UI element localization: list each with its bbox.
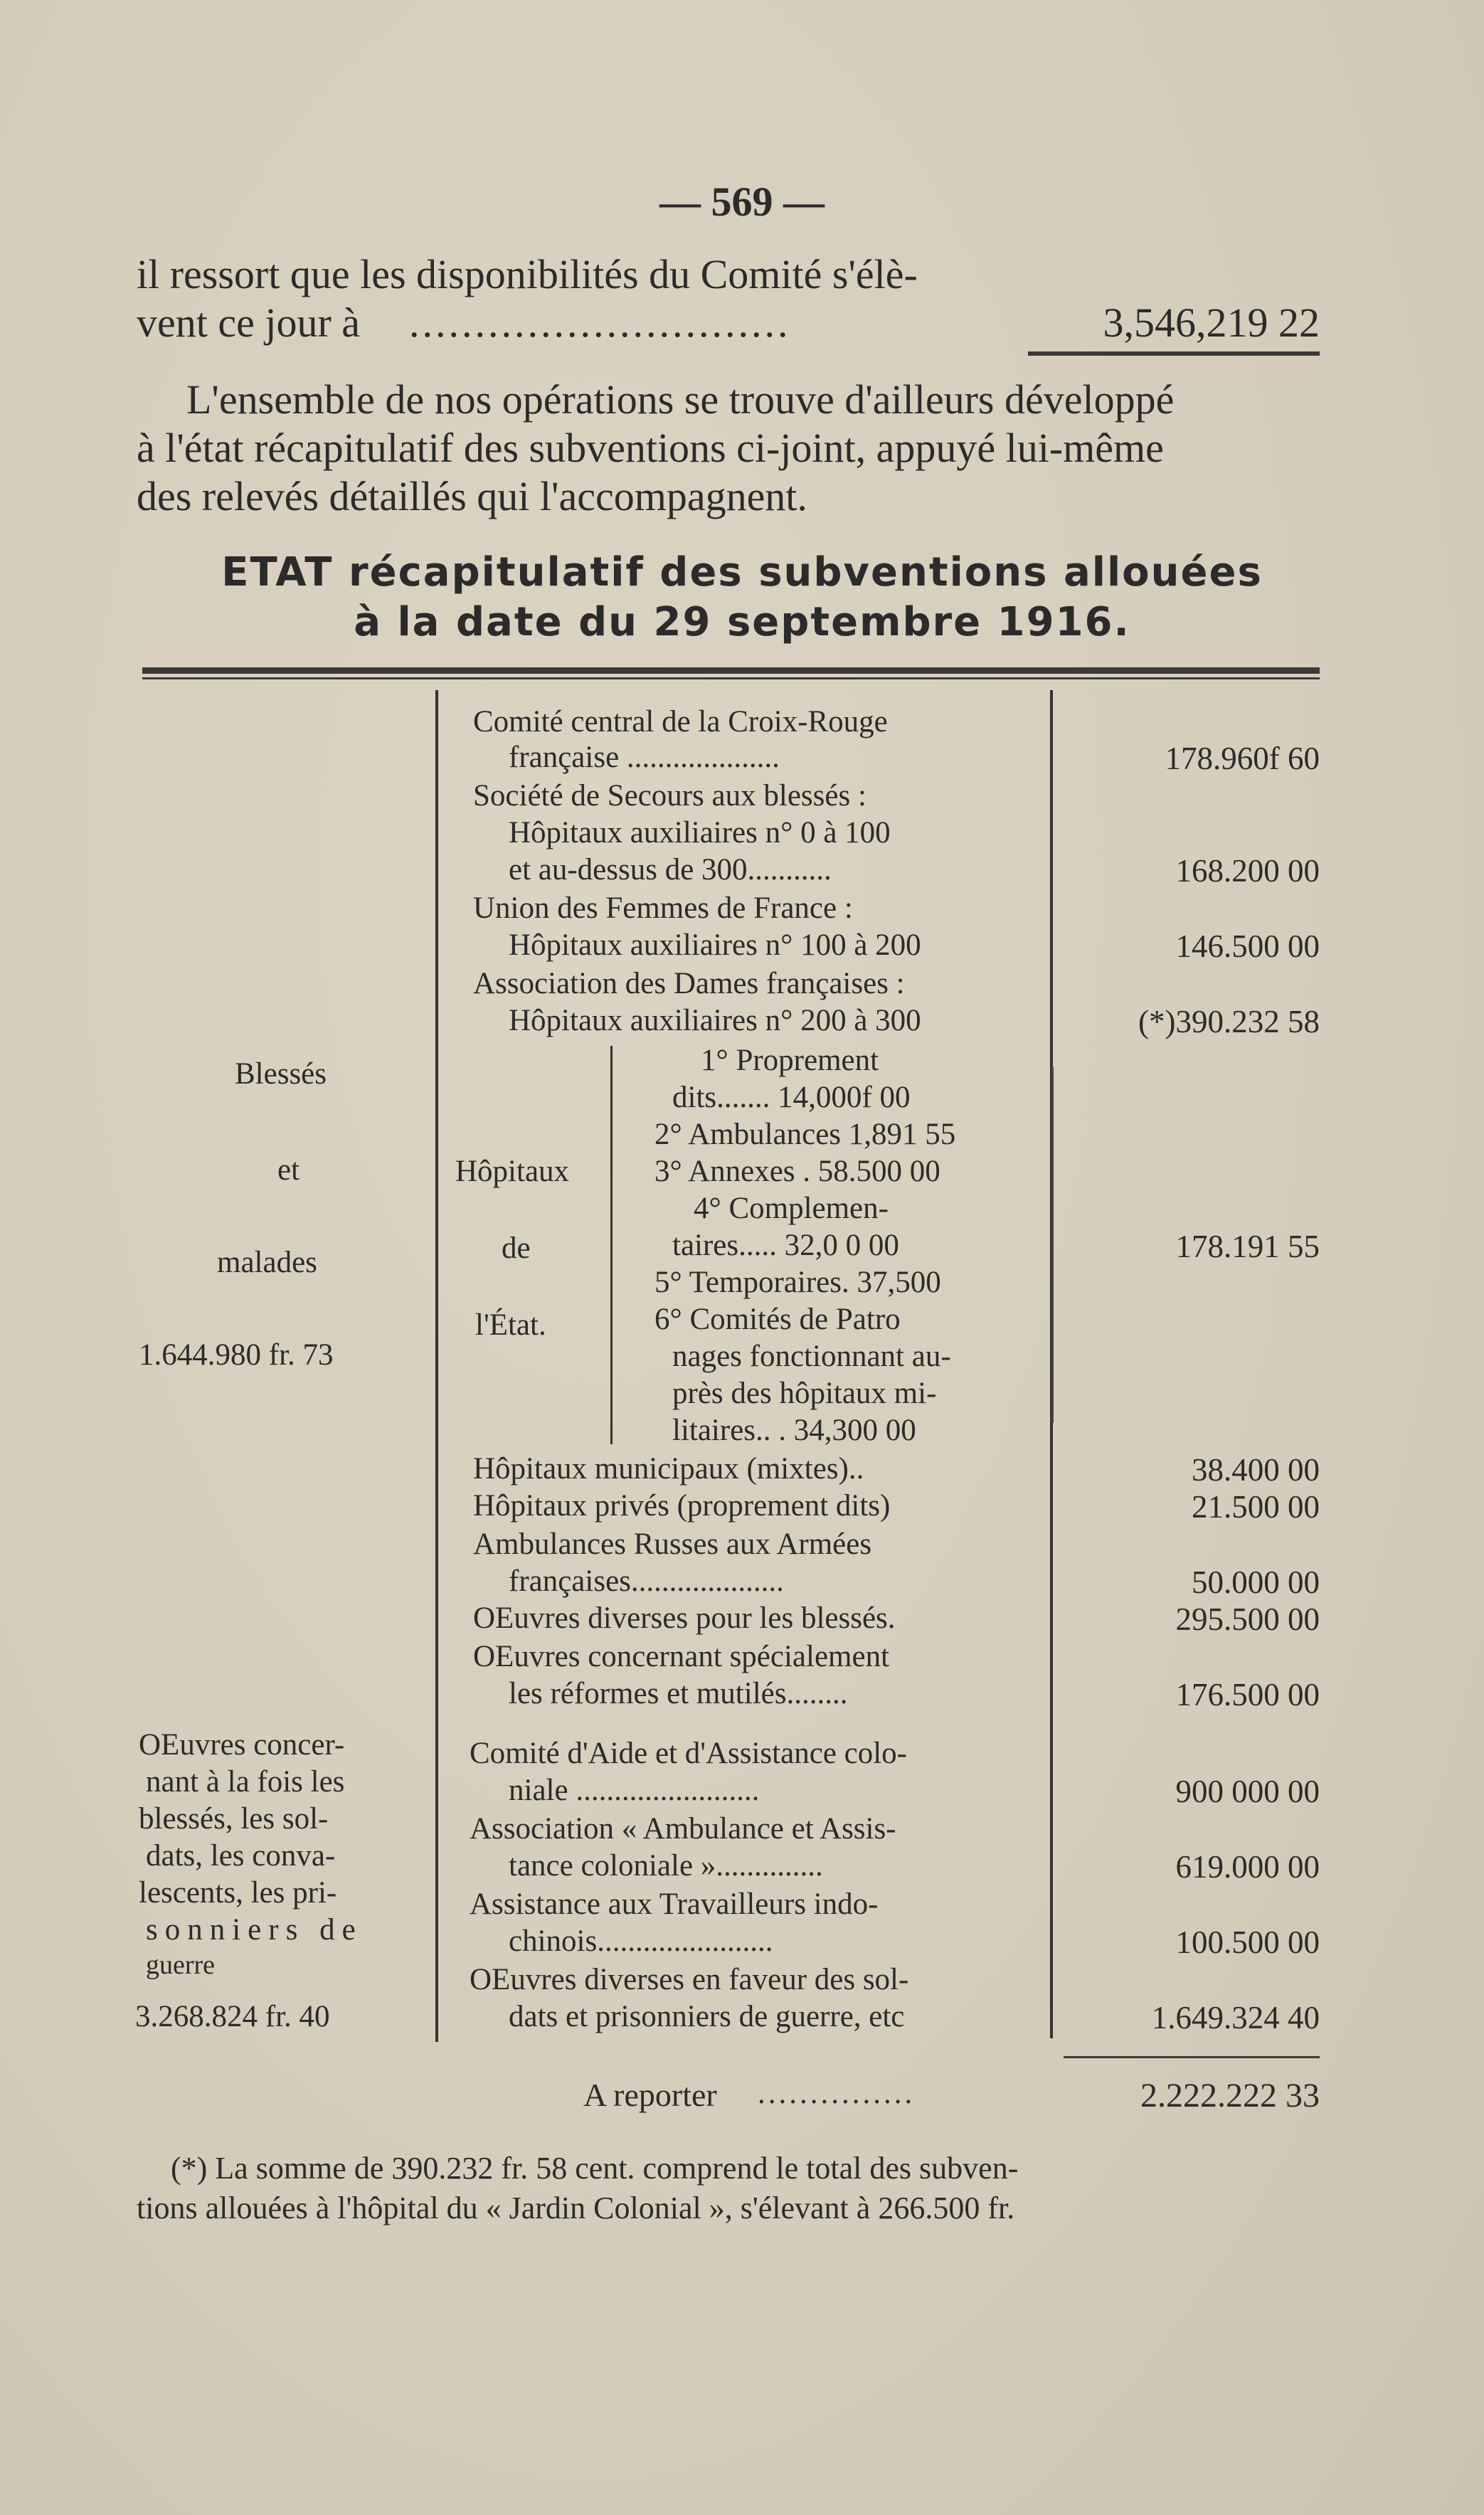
group2-line-7: guerre — [146, 1950, 216, 1980]
left-separator-2 — [435, 1729, 438, 2042]
etat-item-2: dits....... 14,000f 00 — [672, 1081, 911, 1114]
row9-line-2: les réformes et mutilés........ — [509, 1677, 848, 1710]
group2-line-4: dats, les conva- — [146, 1839, 336, 1873]
row4-amount: (*)390.232 58 — [1138, 1004, 1320, 1039]
row4-line-1: Association des Dames françaises : — [473, 967, 905, 1000]
etat-item-9: nages fonctionnant au- — [672, 1340, 951, 1373]
table-title-line-1: ETAT récapitulatif des subventions allouées — [221, 549, 1263, 595]
footnote-line-1: (*) La somme de 390.232 fr. 58 cent. comprend le total des subven- — [171, 2151, 1019, 2186]
row13-amount: 1.649.324 40 — [1151, 2000, 1320, 2035]
row6-line-1: Hôpitaux privés (proprement dits) — [473, 1489, 891, 1523]
intro-para-1: L'ensemble de nos opérations se trouve d'ailleurs développé — [186, 376, 1175, 423]
group1-label-3: malades — [217, 1246, 317, 1279]
row11-line-1: Association « Ambulance et Assis- — [470, 1812, 896, 1846]
row1-amount: 178.960f 60 — [1165, 741, 1320, 776]
group2-line-3: blessés, les sol- — [139, 1802, 329, 1836]
etat-item-4: 3° Annexes . 58.500 00 — [654, 1155, 940, 1188]
etat-item-1: 1° Proprement — [701, 1044, 879, 1077]
table-top-rule-thin — [142, 677, 1320, 679]
row10-line-2: niale ........................ — [509, 1774, 760, 1807]
row9-line-1: OEuvres concernant spécialement — [473, 1640, 890, 1673]
etat-amount: 178.191 55 — [1175, 1229, 1320, 1264]
row7-line-2: françaises.................... — [509, 1564, 784, 1598]
row13-line-2: dats et prisonniers de guerre, etc — [509, 2000, 905, 2033]
row11-line-2: tance coloniale ».............. — [509, 1849, 823, 1883]
intro-amount: 3,546,219 22 — [1103, 300, 1320, 346]
group1-total: 1.644.980 fr. 73 — [139, 1338, 334, 1372]
row1-line-2: française .................... — [509, 741, 780, 774]
row11-amount: 619.000 00 — [1175, 1849, 1320, 1885]
group2-line-2: nant à la fois les — [146, 1765, 345, 1799]
row12-line-2: chinois....................... — [509, 1924, 773, 1958]
row2-line-1: Société de Secours aux blessés : — [473, 779, 866, 812]
group1-label-2: et — [277, 1153, 300, 1187]
report-dots: ............... — [758, 2077, 916, 2110]
row8-line-1: OEuvres diverses pour les blessés. — [473, 1601, 896, 1635]
table-top-rule — [142, 667, 1320, 674]
row7-line-1: Ambulances Russes aux Armées — [473, 1527, 872, 1561]
amount-underline — [1028, 351, 1320, 356]
footnote-line-2: tions allouées à l'hôpital du « Jardin Colonial », s'élevant à 266.500 fr. — [137, 2191, 1015, 2225]
row6-amount: 21.500 00 — [1192, 1489, 1320, 1525]
row4-line-2: Hôpitaux auxiliaires n° 200 à 300 — [509, 1004, 921, 1037]
etat-item-8: 6° Comités de Patro — [654, 1303, 901, 1336]
etat-bracket-left — [610, 1046, 613, 1444]
etat-item-10: près des hôpitaux mi- — [672, 1377, 937, 1410]
report-label: A reporter — [583, 2077, 717, 2113]
group2-line-1: OEuvres concer- — [139, 1728, 345, 1762]
etat-label-3: l'État. — [475, 1308, 546, 1342]
row2-amount: 168.200 00 — [1175, 853, 1320, 889]
row2-line-2: Hôpitaux auxiliaires n° 0 à 100 — [509, 816, 891, 849]
page-number: — 569 — — [659, 179, 825, 225]
group2-line-6: sonniers de — [146, 1913, 363, 1947]
row9-amount: 176.500 00 — [1175, 1677, 1320, 1712]
row12-line-1: Assistance aux Travailleurs indo- — [470, 1887, 879, 1921]
row3-amount: 146.500 00 — [1175, 928, 1320, 964]
etat-item-3: 2° Ambulances 1,891 55 — [654, 1118, 956, 1151]
row12-amount: 100.500 00 — [1175, 1924, 1320, 1960]
row10-amount: 900 000 00 — [1175, 1774, 1320, 1809]
report-amount: 2.222.222 33 — [1140, 2077, 1320, 2114]
intro-para-3: des relevés détaillés qui l'accompagnent. — [137, 473, 807, 519]
row5-line-1: Hôpitaux municipaux (mixtes).. — [473, 1452, 864, 1486]
row5-amount: 38.400 00 — [1192, 1452, 1320, 1488]
etat-label-1: Hôpitaux — [455, 1155, 570, 1188]
row1-line-1: Comité central de la Croix-Rouge — [473, 705, 888, 738]
etat-label-2: de — [502, 1232, 531, 1265]
row13-line-1: OEuvres diverses en faveur des sol- — [470, 1963, 909, 1996]
etat-item-5: 4° Complemen- — [694, 1192, 889, 1225]
row3-line-1: Union des Femmes de France : — [473, 891, 853, 925]
group2-total: 3.268.824 fr. 40 — [135, 2000, 330, 2033]
etat-bracket-right — [1051, 1067, 1054, 1423]
etat-item-11: litaires.. . 34,300 00 — [672, 1414, 916, 1447]
row2-line-3: et au-dessus de 300........... — [509, 853, 832, 886]
etat-item-7: 5° Temporaires. 37,500 — [654, 1266, 941, 1299]
row3-line-2: Hôpitaux auxiliaires n° 100 à 200 — [509, 928, 921, 962]
intro-line-2: vent ce jour à — [137, 300, 361, 346]
table-title-line-2: à la date du 29 septembre 1916. — [354, 599, 1130, 645]
etat-item-6: taires..... 32,0 0 00 — [672, 1229, 899, 1262]
row10-line-1: Comité d'Aide et d'Assistance colo- — [470, 1737, 907, 1770]
left-separator — [435, 690, 438, 1736]
intro-line-1: il ressort que les disponibilités du Comité s'élè- — [137, 251, 918, 297]
intro-dots: ............................. — [409, 300, 791, 346]
intro-para-2: à l'état récapitulatif des subventions ci-joint, appuyé lui-même — [137, 425, 1164, 471]
group2-line-5: lescents, les pri- — [139, 1876, 337, 1910]
row8-amount: 295.500 00 — [1175, 1601, 1320, 1637]
total-rule — [1064, 2056, 1320, 2058]
group1-label-1: Blessés — [235, 1057, 327, 1091]
row7-amount: 50.000 00 — [1192, 1564, 1320, 1600]
